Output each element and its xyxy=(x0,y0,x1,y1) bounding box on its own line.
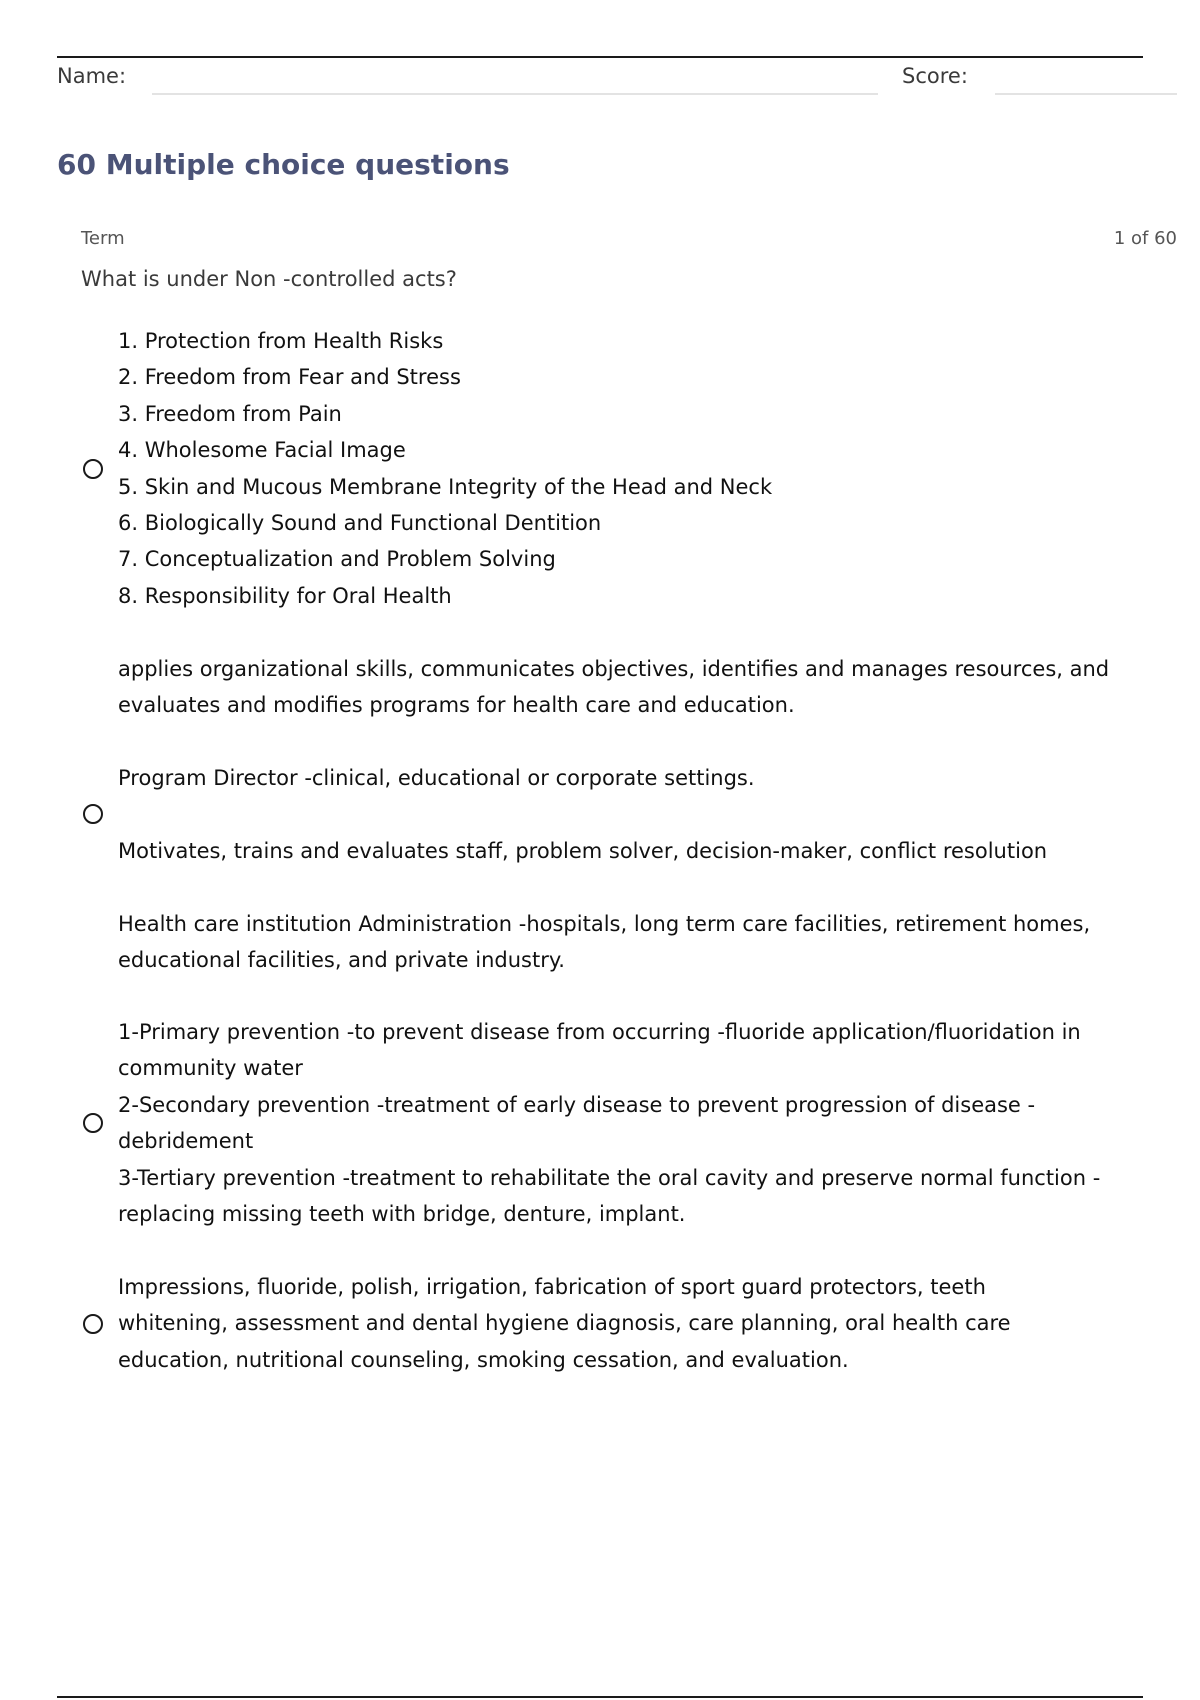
bottom-divider xyxy=(57,1696,1143,1698)
option-a-line: 3. Freedom from Pain xyxy=(118,401,342,426)
option-d-radio[interactable] xyxy=(83,1314,103,1334)
option-a-line: 2. Freedom from Fear and Stress xyxy=(118,365,461,390)
option-b-paragraph: Program Director -clinical, educational or corporate settings. xyxy=(118,766,755,791)
score-label: Score: xyxy=(902,64,968,88)
term-label: Term xyxy=(81,228,125,249)
name-label: Name: xyxy=(57,64,127,88)
option-b-paragraph: Motivates, trains and evaluates staff, problem solver, decision-maker, conflict resolution xyxy=(118,839,1048,863)
option-a-line: 7. Conceptualization and Problem Solving xyxy=(118,547,556,572)
option-a-line: 4. Wholesome Facial Image xyxy=(118,438,406,463)
option-c[interactable] xyxy=(118,1014,1158,1232)
question-counter: 1 of 60 xyxy=(1113,228,1177,249)
option-d-text: Impressions, fluoride, polish, irrigation, fabrication of sport guard protectors, teeth whitening, assessment and dental hygiene diagnosis, care planning, oral health care education, nutritional counseling, smoking cessation, and evaluation. xyxy=(118,1275,1011,1372)
top-divider xyxy=(57,56,1143,58)
option-c-line: 3-Tertiary prevention -treatment to rehabilitate the oral cavity and preserve normal function -replacing missing teeth with bridge, denture, implant. xyxy=(118,1165,1101,1227)
option-b-paragraph: Health care institution Administration -hospitals, long term care facilities, retirement homes, educational facilities, and private industry. xyxy=(118,911,1091,973)
option-a-line: 8. Responsibility for Oral Health xyxy=(118,583,452,608)
option-a-radio[interactable] xyxy=(83,459,103,479)
option-c-line: 1-Primary prevention -to prevent disease from occurring -fluoride application/fluoridation in community water xyxy=(118,1020,1081,1081)
option-a-line: 6. Biologically Sound and Functional Dentition xyxy=(118,511,602,536)
option-b[interactable] xyxy=(118,651,1178,979)
section-title: 60 Multiple choice questions xyxy=(57,148,510,181)
option-a-line: 1. Protection from Health Risks xyxy=(118,329,444,353)
option-b-radio[interactable] xyxy=(83,804,103,824)
option-a[interactable] xyxy=(118,323,1168,614)
option-a-line: 5. Skin and Mucous Membrane Integrity of the Head and Neck xyxy=(118,474,773,499)
option-c-line: 2-Secondary prevention -treatment of early disease to prevent progression of disease -debridement xyxy=(118,1092,1036,1154)
option-c-radio[interactable] xyxy=(83,1113,103,1133)
score-field[interactable] xyxy=(995,93,1177,95)
option-b-paragraph: applies organizational skills, communicates objectives, identifies and manages resources, and evaluates and modifies programs for health care and education. xyxy=(118,657,1110,718)
name-field[interactable] xyxy=(152,93,878,95)
question-prompt: What is under Non -controlled acts? xyxy=(81,267,457,291)
option-d[interactable] xyxy=(118,1269,1078,1378)
